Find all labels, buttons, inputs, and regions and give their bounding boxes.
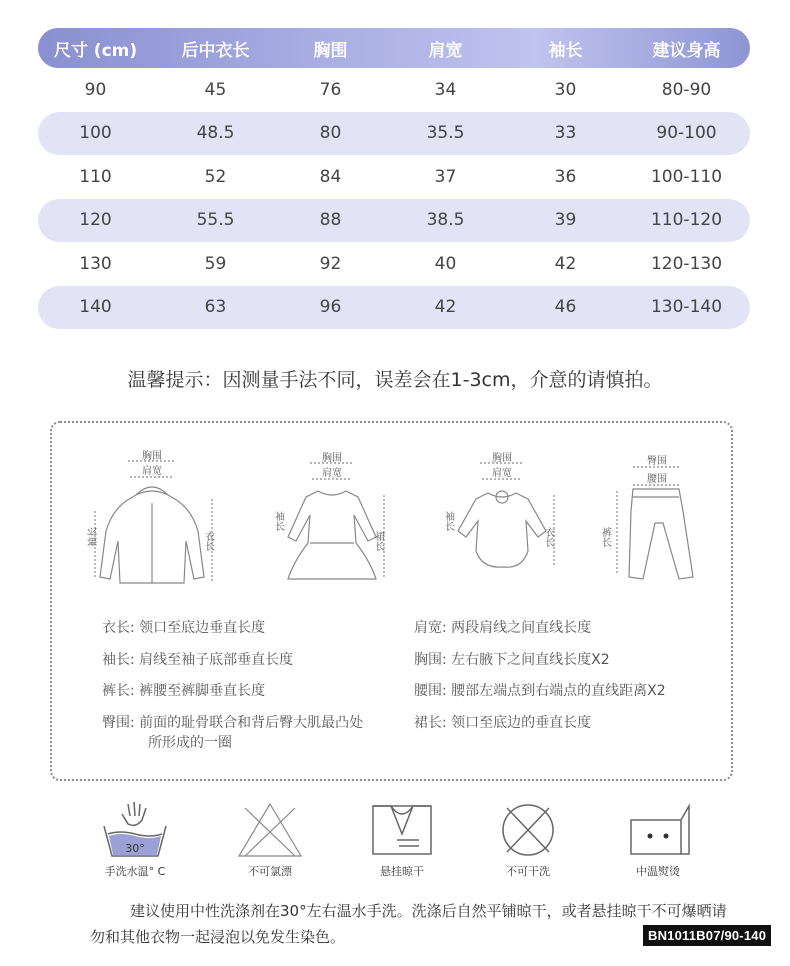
hang-dry-icon <box>367 800 437 860</box>
table-cell: 80 <box>319 123 342 144</box>
table-cell: 140 <box>79 297 112 318</box>
table-cell: 120 <box>79 210 112 231</box>
romper-length-label: 衣长 <box>542 527 554 547</box>
dress-shoulder-label: 肩宽 <box>322 468 342 479</box>
table-cell: 52 <box>204 166 227 187</box>
def-hip: 臀围: 前面的耻骨联合和背后臀大肌最凸处 所形成的一圈 <box>102 715 364 751</box>
care-label-bleach: 不可氯漂 <box>248 865 292 878</box>
table-cell: 55.5 <box>196 210 235 231</box>
no-bleach-icon <box>235 800 305 860</box>
care-label-iron: 中温熨烫 <box>636 865 680 878</box>
table-cell: 80-90 <box>661 79 712 100</box>
table-cell: 120-130 <box>650 253 723 274</box>
def-length: 衣长: 领口至底边垂直长度 <box>102 620 266 636</box>
table-cell: 38.5 <box>426 210 465 231</box>
pants-waist-label: 腰围 <box>647 474 667 485</box>
pants-hip-label: 臀围 <box>647 456 667 467</box>
table-row <box>38 286 750 330</box>
table-cell: 30 <box>554 79 577 100</box>
table-cell: 39 <box>554 210 577 231</box>
romper-chest-label: 胸围 <box>492 453 512 464</box>
jacket-diagram <box>88 451 222 591</box>
table-row <box>38 112 750 156</box>
romper-sleeve-label: 袖长 <box>442 511 454 531</box>
header-chest: 胸围 <box>313 40 348 61</box>
size-table <box>38 28 750 329</box>
table-row <box>38 155 750 199</box>
care-label-dry-clean: 不可干洗 <box>506 865 550 878</box>
header-sleeve: 袖长 <box>548 40 583 61</box>
care-no-dry-clean <box>488 800 568 879</box>
table-cell: 35.5 <box>426 123 465 144</box>
table-cell: 84 <box>319 166 342 187</box>
table-cell: 76 <box>319 79 342 100</box>
hand-wash-icon <box>100 800 170 860</box>
table-cell: 88 <box>319 210 342 231</box>
table-cell: 45 <box>204 79 227 100</box>
table-cell: 110 <box>79 166 112 187</box>
table-cell: 130 <box>79 253 112 274</box>
table-cell: 36 <box>554 166 577 187</box>
header-size: 尺寸 (cm) <box>53 40 138 61</box>
romper-shoulder-label: 肩宽 <box>492 468 512 479</box>
pants-diagram <box>597 451 707 591</box>
table-cell: 46 <box>554 297 577 318</box>
table-cell: 48.5 <box>196 123 235 144</box>
jacket-shoulder-label: 肩宽 <box>142 466 162 477</box>
table-cell: 59 <box>204 253 227 274</box>
table-row <box>38 68 750 112</box>
care-hand-wash <box>95 800 175 879</box>
dress-chest-label: 胸围 <box>322 453 342 464</box>
medium-iron-icon <box>623 800 693 860</box>
table-cell: 96 <box>319 297 342 318</box>
table-cell: 100 <box>79 123 112 144</box>
care-label-wash: 手洗水温° C <box>104 865 166 878</box>
dress-sleeve-label: 袖长 <box>272 511 284 531</box>
jacket-chest-label: 胸围 <box>142 451 162 462</box>
table-cell: 100-110 <box>650 166 723 187</box>
table-cell: 90-100 <box>656 123 717 144</box>
dress-length-label: 裙长 <box>372 531 384 551</box>
measurement-guide <box>50 421 733 781</box>
table-cell: 37 <box>434 166 457 187</box>
table-cell: 42 <box>554 253 577 274</box>
table-cell: 63 <box>204 297 227 318</box>
romper-diagram <box>442 451 562 581</box>
tip-text: 温馨提示：因测量手法不同，误差会在1-3cm，介意的请慎拍。 <box>127 369 663 391</box>
pants-length-label: 裤长 <box>599 527 611 547</box>
jacket-sleeve-label: 袖长 <box>88 527 99 547</box>
header-back-length: 后中衣长 <box>181 40 250 61</box>
table-cell: 90 <box>84 79 107 100</box>
table-cell: 130-140 <box>650 297 723 318</box>
jacket-length-label: 衣长 <box>202 531 214 551</box>
table-row <box>38 242 750 286</box>
wash-temp: 30° <box>125 842 145 855</box>
def-waist: 腰围: 腰部左端点到右端点的直线距离X2 <box>414 683 666 699</box>
table-row <box>38 199 750 243</box>
def-chest: 胸围: 左右腋下之间直线长度X2 <box>414 652 610 668</box>
table-cell: 42 <box>434 297 457 318</box>
product-code: BN1011B07/90-140 <box>643 925 771 946</box>
def-shoulder: 肩宽: 两段肩线之间直线长度 <box>414 620 592 636</box>
care-no-bleach <box>230 800 310 879</box>
header-height: 建议身高 <box>652 40 721 61</box>
no-dry-clean-icon <box>493 800 563 860</box>
table-cell: 34 <box>434 79 457 100</box>
table-cell: 92 <box>319 253 342 274</box>
def-pants-length: 裤长: 裤腰至裤脚垂直长度 <box>102 683 266 699</box>
care-medium-iron <box>618 800 698 879</box>
table-cell: 33 <box>554 123 577 144</box>
table-cell: 110-120 <box>650 210 723 231</box>
header-shoulder: 肩宽 <box>428 40 463 61</box>
care-label-hang: 悬挂晾干 <box>380 865 424 878</box>
def-skirt-length: 裙长: 领口至底边的垂直长度 <box>414 715 592 731</box>
care-hang-dry <box>362 800 442 879</box>
dress-diagram <box>272 451 392 591</box>
care-note: 建议使用中性洗涤剂在30°左右温水手洗。洗涤后自然平铺晾干，或者悬挂晾干不可爆晒请勿和其他衣物一起浸泡以免发生染色。 <box>90 902 727 946</box>
table-cell: 40 <box>434 253 457 274</box>
def-sleeve: 袖长: 肩线至袖子底部垂直长度 <box>102 652 294 668</box>
size-table-header <box>38 28 750 68</box>
